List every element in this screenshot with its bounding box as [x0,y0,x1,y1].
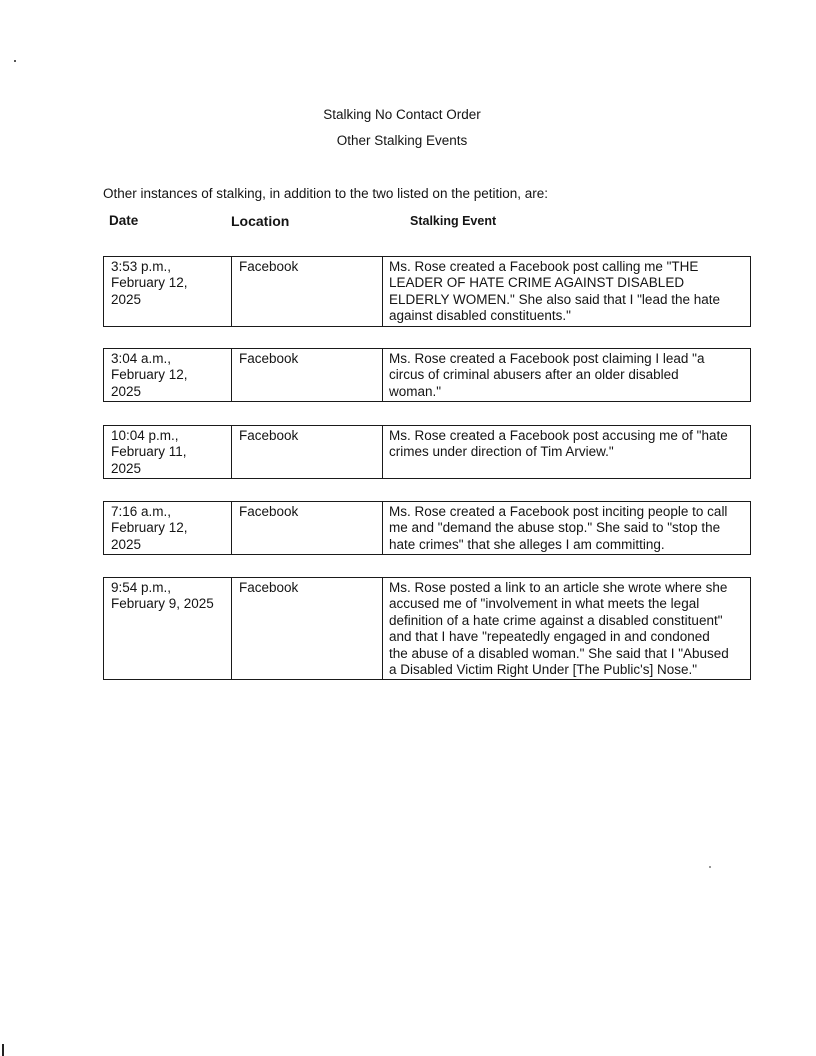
event-date-line: 9:54 p.m., [111,580,172,595]
event-date-line: February 12, [111,275,188,291]
event-description-line: hate crimes" that she alleges I am committing. [389,536,665,552]
event-location-cell [232,578,383,680]
event-date-line: February 12, [111,520,188,536]
event-description-line: circus of criminal abusers after an older disabled [389,367,679,383]
event-date-cell [104,349,232,402]
event-date-line: 10:04 p.m., [111,428,179,443]
event-date-line: 3:04 a.m., [111,351,172,366]
event-location-cell [232,502,383,555]
event-row [103,501,751,555]
scan-edge-mark [2,1044,4,1056]
event-description-line: me and "demand the abuse stop." She said to "stop the [389,520,721,536]
scan-speck [14,60,16,62]
event-location: Facebook [239,580,299,595]
event-location: Facebook [239,259,299,274]
event-description-line: Ms. Rose created a Facebook post inciting people to call [389,504,728,519]
document-subtitle: Other Stalking Events [336,133,468,148]
event-description-line: Ms. Rose created a Facebook post calling me "THE [389,259,699,274]
column-header-event: Stalking Event [410,214,497,228]
intro-paragraph: Other instances of stalking, in addition to the two listed on the petition, are: [103,186,549,201]
event-date-line: February 11, [111,444,187,460]
event-date-cell [104,578,232,680]
event-date-cell [104,502,232,555]
event-location: Facebook [239,351,299,366]
event-description-line: Ms. Rose created a Facebook post accusing me of "hate [389,428,728,443]
event-row [103,425,751,479]
event-date-line: 3:53 p.m., [111,259,172,274]
event-date-line: 7:16 a.m., [111,504,172,519]
event-description-cell [383,502,751,555]
event-description-cell [383,578,751,680]
event-date-line: 2025 [111,536,142,552]
event-date-line: 2025 [111,460,142,476]
event-description-line: a Disabled Victim Right Under [The Public's] Nose." [389,662,698,678]
event-description-line: ELDERLY WOMEN." She also said that I "lead the hate [389,291,721,307]
event-description-cell [383,257,751,327]
column-header-date: Date [109,213,139,228]
event-location-cell [232,257,383,327]
event-description-line: and that I have "repeatedly engaged in and condoned [389,629,710,645]
event-description-line: Ms. Rose created a Facebook post claiming I lead "a [389,351,705,366]
event-location-cell [232,426,383,479]
event-description-cell [383,426,751,479]
scan-speck [709,866,711,868]
event-row [103,348,751,402]
event-date-line: February 12, [111,367,188,383]
event-date-cell [104,257,232,327]
column-header-location: Location [231,213,290,229]
event-row [103,577,751,680]
event-location-cell [232,349,383,402]
document-title: Stalking No Contact Order [323,107,481,122]
event-location: Facebook [239,504,299,519]
event-description-cell [383,349,751,402]
event-description-line: the abuse of a disabled woman." She said that I "Abused [389,645,729,661]
event-description-line: LEADER OF HATE CRIME AGAINST DISABLED [389,275,685,291]
event-date-cell [104,426,232,479]
event-description-line: against disabled constituents." [389,308,571,324]
event-description-line: Ms. Rose posted a link to an article she wrote where she [389,580,728,595]
event-description-line: crimes under direction of Tim Arview." [389,444,614,460]
event-description-line: definition of a hate crime against a disabled constituent" [389,612,723,628]
event-description-line: accused me of "involvement in what meets the legal [389,596,700,612]
event-date-line: 2025 [111,291,142,307]
event-date-line: 2025 [111,383,142,399]
event-row [103,256,751,327]
event-description-line: woman." [389,383,442,399]
event-location: Facebook [239,428,299,443]
event-date-line: February 9, 2025 [111,596,214,612]
